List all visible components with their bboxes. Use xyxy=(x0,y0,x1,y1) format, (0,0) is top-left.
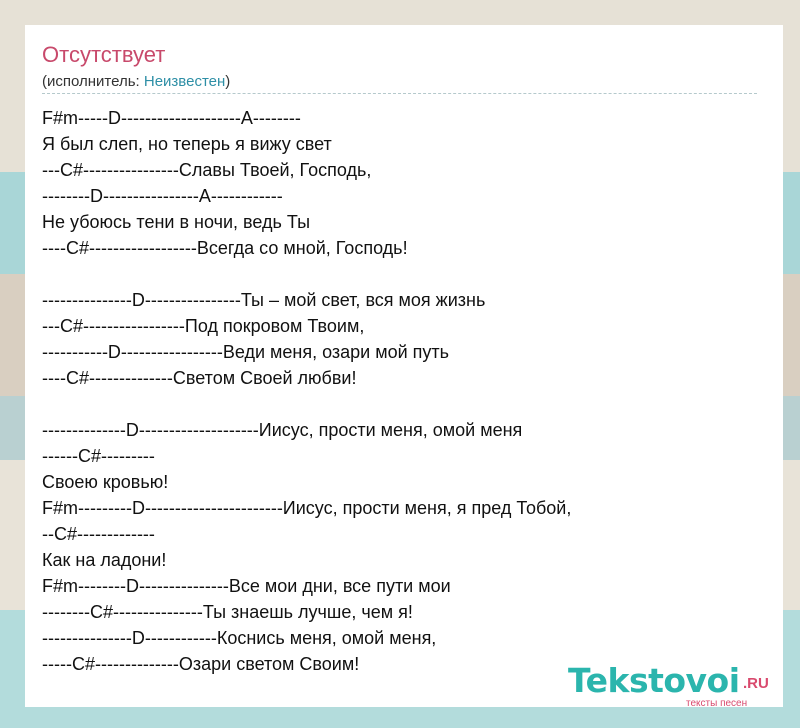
lyric-line: Я был слеп, но теперь я вижу свет xyxy=(42,134,332,154)
lyric-line: --------------D--------------------Иисус, прости меня, омой меня xyxy=(42,420,523,440)
lyric-line: Своею кровью! xyxy=(42,472,169,492)
lyric-line: Не убоюсь тени в ночи, ведь Ты xyxy=(42,212,311,232)
logo-name: Tekstovoi xyxy=(568,661,740,700)
divider xyxy=(42,93,757,94)
lyric-line: --------D----------------A------------ xyxy=(42,186,283,206)
lyric-line: ---------------D----------------Ты – мой свет, вся моя жизнь xyxy=(42,290,486,310)
lyric-line: ---C#-----------------Под покровом Твоим, xyxy=(42,316,365,336)
lyric-line: ------C#--------- xyxy=(42,446,155,466)
song-title: Отсутствует xyxy=(42,42,166,67)
lyric-line: ----C#------------------Всегда со мной, Господь! xyxy=(42,238,408,258)
lyrics-card xyxy=(25,25,783,707)
lyric-line: ---C#----------------Славы Твоей, Господь, xyxy=(42,160,372,180)
lyric-line: Как на ладони! xyxy=(42,550,167,570)
lyrics-body xyxy=(42,105,571,677)
lyric-line: ----C#--------------Светом Своей любви! xyxy=(42,368,357,388)
lyric-line: F#m-----D--------------------A-------- xyxy=(42,108,301,128)
lyric-line: ---------------D------------Коснись меня, омой меня, xyxy=(42,628,437,648)
lyric-line xyxy=(42,261,571,287)
lyric-line: -----C#--------------Озари светом Своим! xyxy=(42,654,360,674)
artist-line xyxy=(42,73,230,90)
lyric-line: --C#------------- xyxy=(42,524,155,544)
lyric-line: -----------D-----------------Веди меня, озари мой путь xyxy=(42,342,450,362)
lyric-line xyxy=(42,391,571,417)
site-logo[interactable] xyxy=(568,661,778,709)
artist-suffix: ) xyxy=(225,73,231,90)
logo-tld: .RU xyxy=(743,675,769,692)
lyric-line: --------C#---------------Ты знаешь лучше, чем я! xyxy=(42,602,413,622)
lyric-line: F#m---------D-----------------------Иисус, прости меня, я пред Тобой, xyxy=(42,498,572,518)
lyric-line: F#m--------D---------------Все мои дни, все пути мои xyxy=(42,576,451,596)
logo-tagline: тексты песен xyxy=(686,698,748,709)
artist-link[interactable]: Неизвестен xyxy=(143,73,226,90)
artist-prefix: (исполнитель: xyxy=(42,73,144,90)
